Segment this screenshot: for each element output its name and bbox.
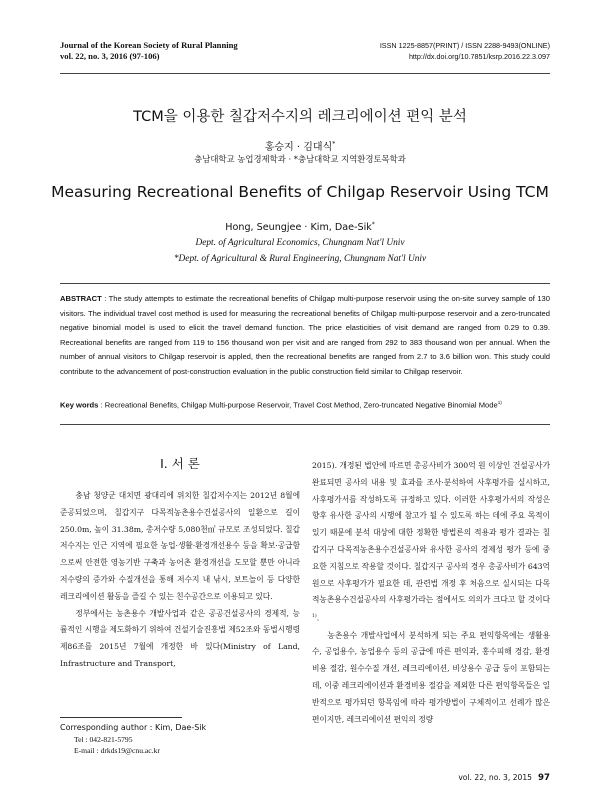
abstract: [60, 292, 550, 380]
affiliation-english-1: Dept. of Agricultural Economics, Chungnam Nat'l Univ: [195, 238, 405, 248]
journal-name: Journal of the Korean Society of Rural Planning: [60, 40, 238, 50]
affiliation-korean: 충남대학교 농업경제학과 · *충남대학교 지역환경토목학과: [194, 154, 406, 164]
authors-english: [0, 222, 600, 233]
paragraph: 충남 청양군 대치면 광대리에 위치한 칠갑저수지는 2012년 8월에 준공되었으며, 칠갑지구 다목적농촌용수건설공사의 일환으로 길이 250.0m, 높이 31.38m, 총저수량 5,080천㎥ 규모로 조성되었다. 칠갑저수지는 인근 지역에 필요한 농업·생활·환경개선용수 등을 확보·공급함으로써 안전한 영농기반 구축과 농어촌 환경개선을 도모할 뿐만 아니라 저수량의 증가와 수질개선을 통해 저수지 내 낚시, 보트놀이 등 다양한 레크리에이션 활동을 즐길 수 있는 친수공간으로 이용되고 있다.: [60, 491, 300, 601]
section-heading-introduction: Ⅰ. 서 론: [160, 456, 200, 471]
right-column: [312, 458, 550, 728]
footnote-rule: [60, 717, 182, 718]
keywords-label: Key words: [60, 400, 99, 410]
keywords-text: : Recreational Benefits, Chilgap Multi-purpose Reservoir, Travel Cost Method, Zero-truncated Negative Binomial Mode: [98, 400, 498, 410]
paragraph-end: .: [316, 613, 320, 623]
authors-korean: [0, 138, 600, 153]
journal-issue: vol. 22, no. 3, 2016 (97-106): [60, 51, 160, 61]
corresponding-author: Corresponding author : Kim, Dae-Sik: [60, 723, 207, 732]
footer-issue: vol. 22, no. 3, 2015: [458, 773, 533, 782]
doi-link[interactable]: http://dx.doi.org/10.7851/ksrp.2016.22.3.097: [408, 52, 550, 61]
title-korean: TCM을 이용한 칠갑저수지의 레크리에이션 편익 분석: [133, 109, 467, 125]
abstract-top-rule: [60, 283, 550, 284]
paragraph: [312, 458, 550, 628]
abstract-text: : The study attempts to estimate the recreational benefits of Chilgap multi-purpose reservoir using the on-site survey sample of 130 visitors. The individual travel cost method is used for measuring the recreational benefits of Chilgap multi-purpose reservoir and a zero-truncated negative binomial model is used to elicit the travel demand function. The price elasticities of visit demand are ranged from 0.29 to 0.39. Recreational benefits are ranged from 119 to 156 thousand won per visit and are ranged from 292 to 383 thousand won per annual. When the number of annual visitors to Chilgap reservoir is appled, then the recreational benefits are ranged from 2.7 to 3.6 billion won. This study could contribute to the advancement of post-construction evaluation in the public construction field similar to Chilgap reservoir.: [60, 294, 550, 376]
paragraph: 농촌용수 개발사업에서 분석하게 되는 주요 편익항목에는 생활용수, 공업용수, 농업용수 등의 공급에 따른 편익과, 홍수피해 경감, 환경비용 절감, 원수수질 개선, 레크리에이션, 비상용수 공급 등이 포함되는 데, 이중 레크리에이션과 환경비용 절감을 제외한 다른 편익항목들은 일반적으로 평가되던 항목임에 따라 평가방법이 구체적이고 선례가 많은 편이지만, 레크리에이션 편익의 정량: [312, 630, 550, 724]
header-rule: [60, 73, 550, 74]
abstract-label: ABSTRACT: [60, 294, 102, 303]
affiliation-english-2: *Dept. of Agricultural & Rural Engineering, Chungnam Nat'l Univ: [173, 254, 427, 264]
email-address[interactable]: E-mail : drkds19@cnu.ac.kr: [74, 746, 160, 755]
page-number: 97: [538, 773, 550, 783]
author-mark: *: [332, 140, 336, 148]
keywords: [60, 400, 550, 410]
authors-english-text: Hong, Seungjee · Kim, Dae-Sik: [225, 222, 372, 234]
authors-korean-text: 홍승지 · 김대식: [264, 142, 333, 153]
keywords-footnote-mark: 1): [497, 400, 502, 405]
journal-ids: [380, 40, 550, 62]
title-english: Measuring Recreational Benefits of Chilgap Reservoir Using TCM: [51, 183, 549, 201]
footnote-ref: 1): [312, 614, 317, 620]
paragraph: 정부에서는 농촌용수 개발사업과 같은 공공건설공사의 경제적, 능률적인 시행을 제도화하기 위하여 건설기술진흥법 제52조와 동법시행령 제86조를 2015년 7월에 개정한 바 있다(Ministry of Land, Infrastructure and Transport,: [60, 608, 300, 668]
journal-header: [60, 40, 238, 62]
abstract-bottom-rule: [60, 424, 550, 425]
page-footer: [458, 773, 550, 783]
issn: ISSN 1225-8857(PRINT) / ISSN 2288-9493(ONLINE): [379, 41, 550, 50]
phone-number: Tel : 042-821-5795: [74, 735, 133, 744]
author-mark: *: [371, 222, 375, 228]
correspondence: [60, 722, 206, 756]
paragraph-text: 2015). 개정된 법안에 따르면 총공사비가 300억 원 이상인 건설공사가 완료되면 공사의 내용 및 효과를 조사·분석하여 사후평가를 실시하고, 사후평가서를 작성하도록 규정하고 있다. 이러한 사후평가서의 작성은 향후 유사한 공사의 시행에 참고가 될 수 있도록 하는 데에 주요 목적이 있기 때문에 분석 대상에 대한 정확한 방법론의 적용과 평가 결과는 칠갑지구 다목적농촌용수건설공사와 유사한 공사의 경제성 평가 등에 중요한 지침으로 작용할 것이다. 칠갑지구 공사의 경우 총공사비가 643억 원으로 사후평가가 필요한 데, 관련법 개정 후 처음으로 실시되는 다목적농촌용수건설공사의 사후평가라는 점에서도 의의가 크다고 할 것이다: [312, 461, 550, 605]
left-column: [60, 488, 300, 673]
